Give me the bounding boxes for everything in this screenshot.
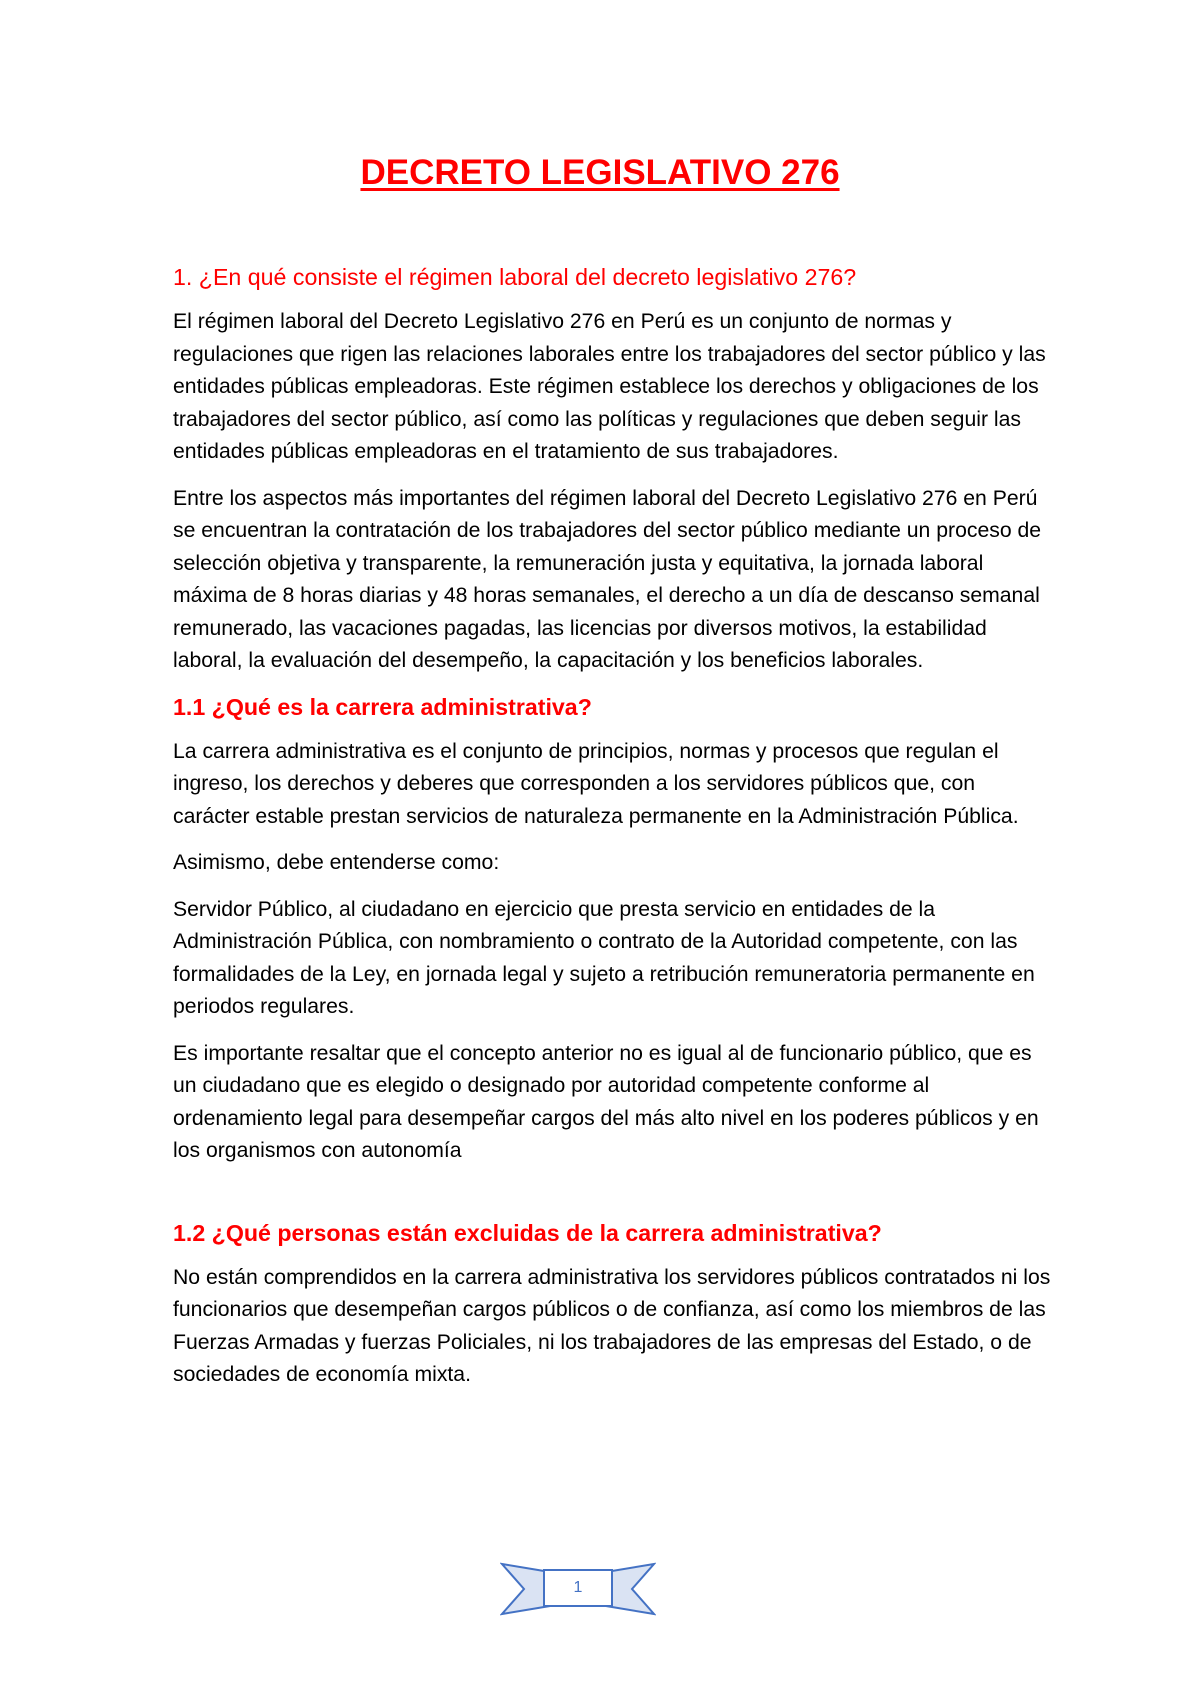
page-number-ribbon: [500, 1560, 656, 1620]
paragraph: Asimismo, debe entenderse como:: [173, 851, 500, 875]
paragraph: Es importante resaltar que el concepto anterior no es igual al de funcionario público, que es un ciudadano que es elegido o designado por autoridad competente conforme al ordenamiento legal para desempeñar cargos del más alto nivel en los poderes públicos y en los organismos con autonomía: [173, 1041, 1039, 1163]
section-heading: 1. ¿En qué consiste el régimen laboral del decreto legislativo 276?: [173, 264, 857, 290]
paragraph: Entre los aspectos más importantes del régimen laboral del Decreto Legislativo 276 en Perú se encuentran la contratación de los trabajadores del sector público mediante un proceso de selección objetiva y transparente, la remuneración justa y equitativa, la jornada laboral máxima de 8 horas diarias y 48 horas semanales, el derecho a un día de descanso semanal remunerado, las vacaciones pagadas, las licencias por diversos motivos, la estabilidad laboral, la evaluación del desempeño, la capacitación y los beneficios laborales.: [173, 486, 1042, 673]
section-heading: 1.2 ¿Qué personas están excluidas de la carrera administrativa?: [173, 1219, 882, 1246]
paragraph: No están comprendidos en la carrera administrativa los servidores públicos contratados ni los funcionarios que desempeñan cargos públicos o de confianza, así como los miembros de las Fuerzas Armadas y fuerzas Policiales, ni los trabajadores de las empresas del Estado, o de sociedades de economía mixta.: [173, 1265, 1051, 1387]
paragraph: La carrera administrativa es el conjunto de principios, normas y procesos que regulan el ingreso, los derechos y deberes que corresponden a los servidores públicos que, con carácter estable prestan servicios de naturaleza permanente en la Administración Pública.: [173, 739, 1019, 828]
paragraph: Servidor Público, al ciudadano en ejercicio que presta servicio en entidades de la Administración Pública, con nombramiento o contrato de la Autoridad competente, con las formalidades de la Ley, en jornada legal y sujeto a retribución remuneratoria permanente en periodos regulares.: [173, 897, 1035, 1019]
page-title: DECRETO LEGISLATIVO 276: [360, 153, 840, 192]
page-number: 1: [573, 1579, 583, 1596]
section-heading: 1.1 ¿Qué es la carrera administrativa?: [173, 693, 592, 720]
paragraph: El régimen laboral del Decreto Legislativo 276 en Perú es un conjunto de normas y regulaciones que rigen las relaciones laborales entre los trabajadores del sector público y las entidades públicas empleadoras. Este régimen establece los derechos y obligaciones de los trabajadores del sector público, así como las políticas y regulaciones que deben seguir las entidades públicas empleadoras en el tratamiento de sus trabajadores.: [173, 310, 1046, 464]
document-body: [173, 262, 1053, 1406]
